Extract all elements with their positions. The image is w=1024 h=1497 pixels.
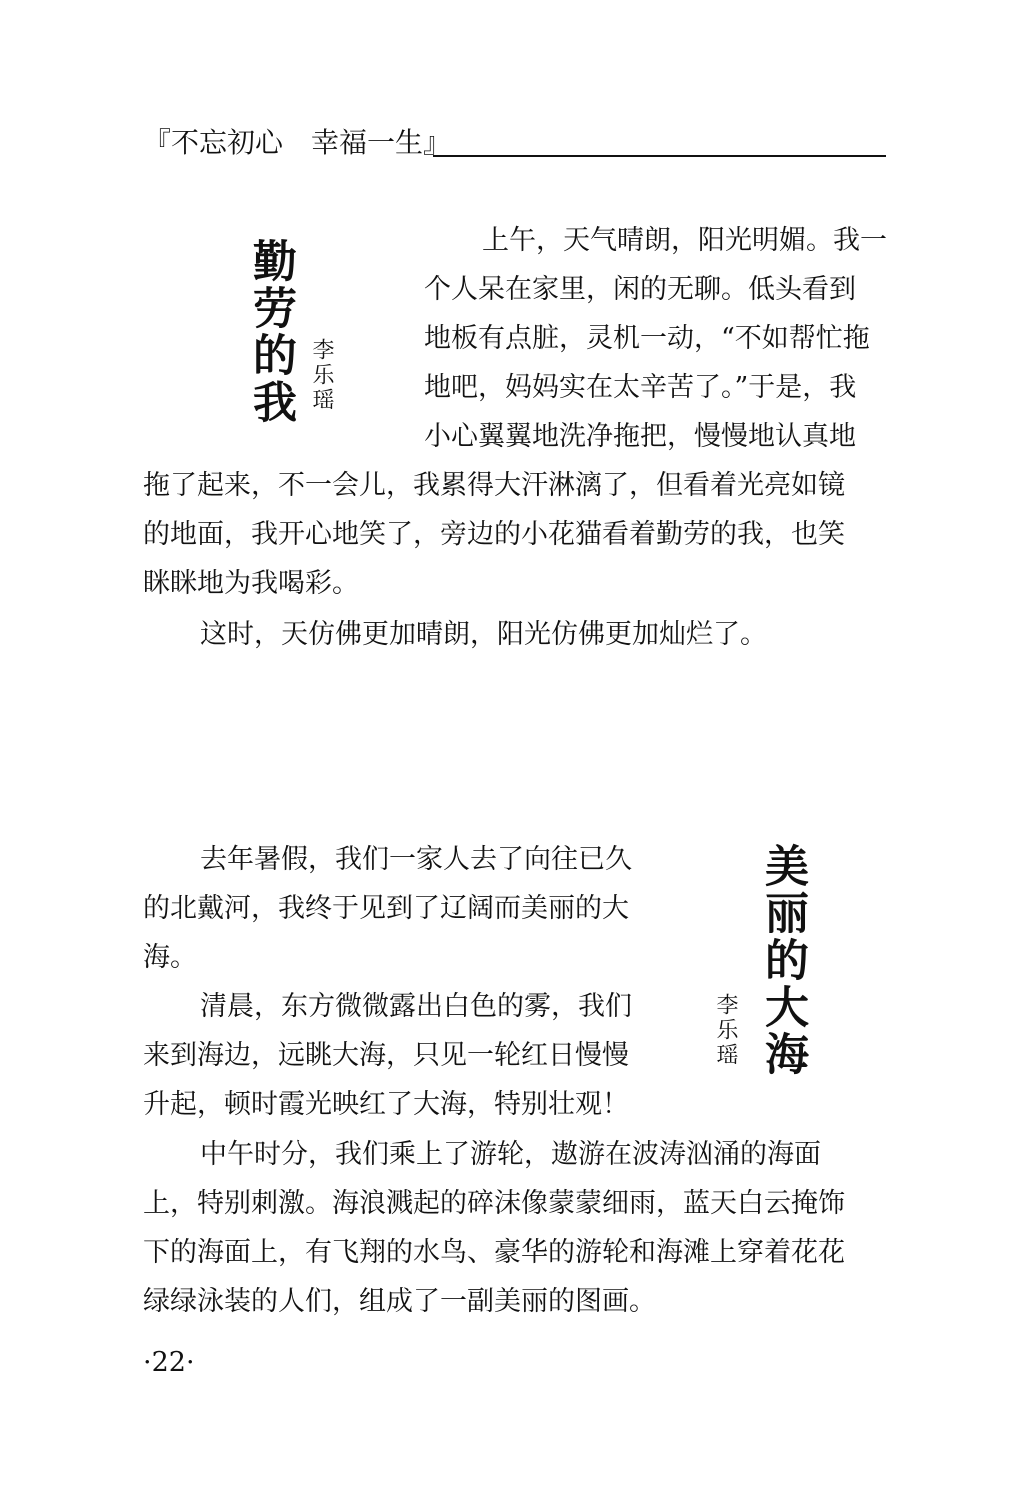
header-title: 『不忘初心 幸福一生』: [143, 126, 452, 159]
article1-line-7: 的地面，我开心地笑了，旁边的小花猫看着勤劳的我，也笑: [143, 519, 845, 550]
article2-line-1: 去年暑假，我们一家人去了向往已久: [200, 844, 632, 875]
article2-line-6: 升起，顿时霞光映红了大海，特别壮观！: [143, 1089, 629, 1120]
article2-line-9: 下的海面上，有飞翔的水鸟、豪华的游轮和海滩上穿着花花: [143, 1237, 845, 1268]
header-rule: [433, 155, 886, 157]
article2-line-8: 上，特别刺激。海浪溅起的碎沫像蒙蒙细雨，蓝天白云掩饰: [143, 1188, 845, 1219]
article1-line-8: 眯眯地为我喝彩。: [143, 568, 359, 599]
article2-line-7: 中午时分，我们乘上了游轮，遨游在波涛汹涌的海面: [200, 1139, 821, 1170]
article1-line-2: 个人呆在家里，闲的无聊。低头看到: [424, 274, 856, 305]
article2-author: 李乐瑶: [713, 993, 738, 1068]
article1-title: 勤劳的我: [245, 238, 296, 426]
article2-line-2: 的北戴河，我终于见到了辽阔而美丽的大: [143, 893, 629, 924]
article1-author: 李乐瑶: [309, 338, 334, 413]
article2-title: 美丽的大海: [757, 843, 808, 1078]
article1-line-6: 拖了起来，不一会儿，我累得大汗淋漓了，但看着光亮如镜: [143, 470, 845, 501]
article1-line-3: 地板有点脏，灵机一动，“不如帮忙拖: [424, 323, 870, 354]
running-header: [143, 126, 886, 160]
article1-line-4: 地吧，妈妈实在太辛苦了。”于是，我: [424, 372, 857, 403]
article2-line-3: 海。: [143, 942, 197, 973]
page-number: ·22·: [143, 1347, 195, 1378]
article1-line-1: 上午，天气晴朗，阳光明媚。我一: [482, 225, 887, 256]
article1-line-5: 小心翼翼地洗净拖把，慢慢地认真地: [424, 421, 856, 452]
article2-line-5: 来到海边，远眺大海，只见一轮红日慢慢: [143, 1040, 629, 1071]
article2-line-10: 绿绿泳装的人们，组成了一副美丽的图画。: [143, 1286, 656, 1317]
article1-line-9: 这时，天仿佛更加晴朗，阳光仿佛更加灿烂了。: [200, 619, 767, 650]
article2-line-4: 清晨，东方微微露出白色的雾，我们: [200, 991, 632, 1022]
